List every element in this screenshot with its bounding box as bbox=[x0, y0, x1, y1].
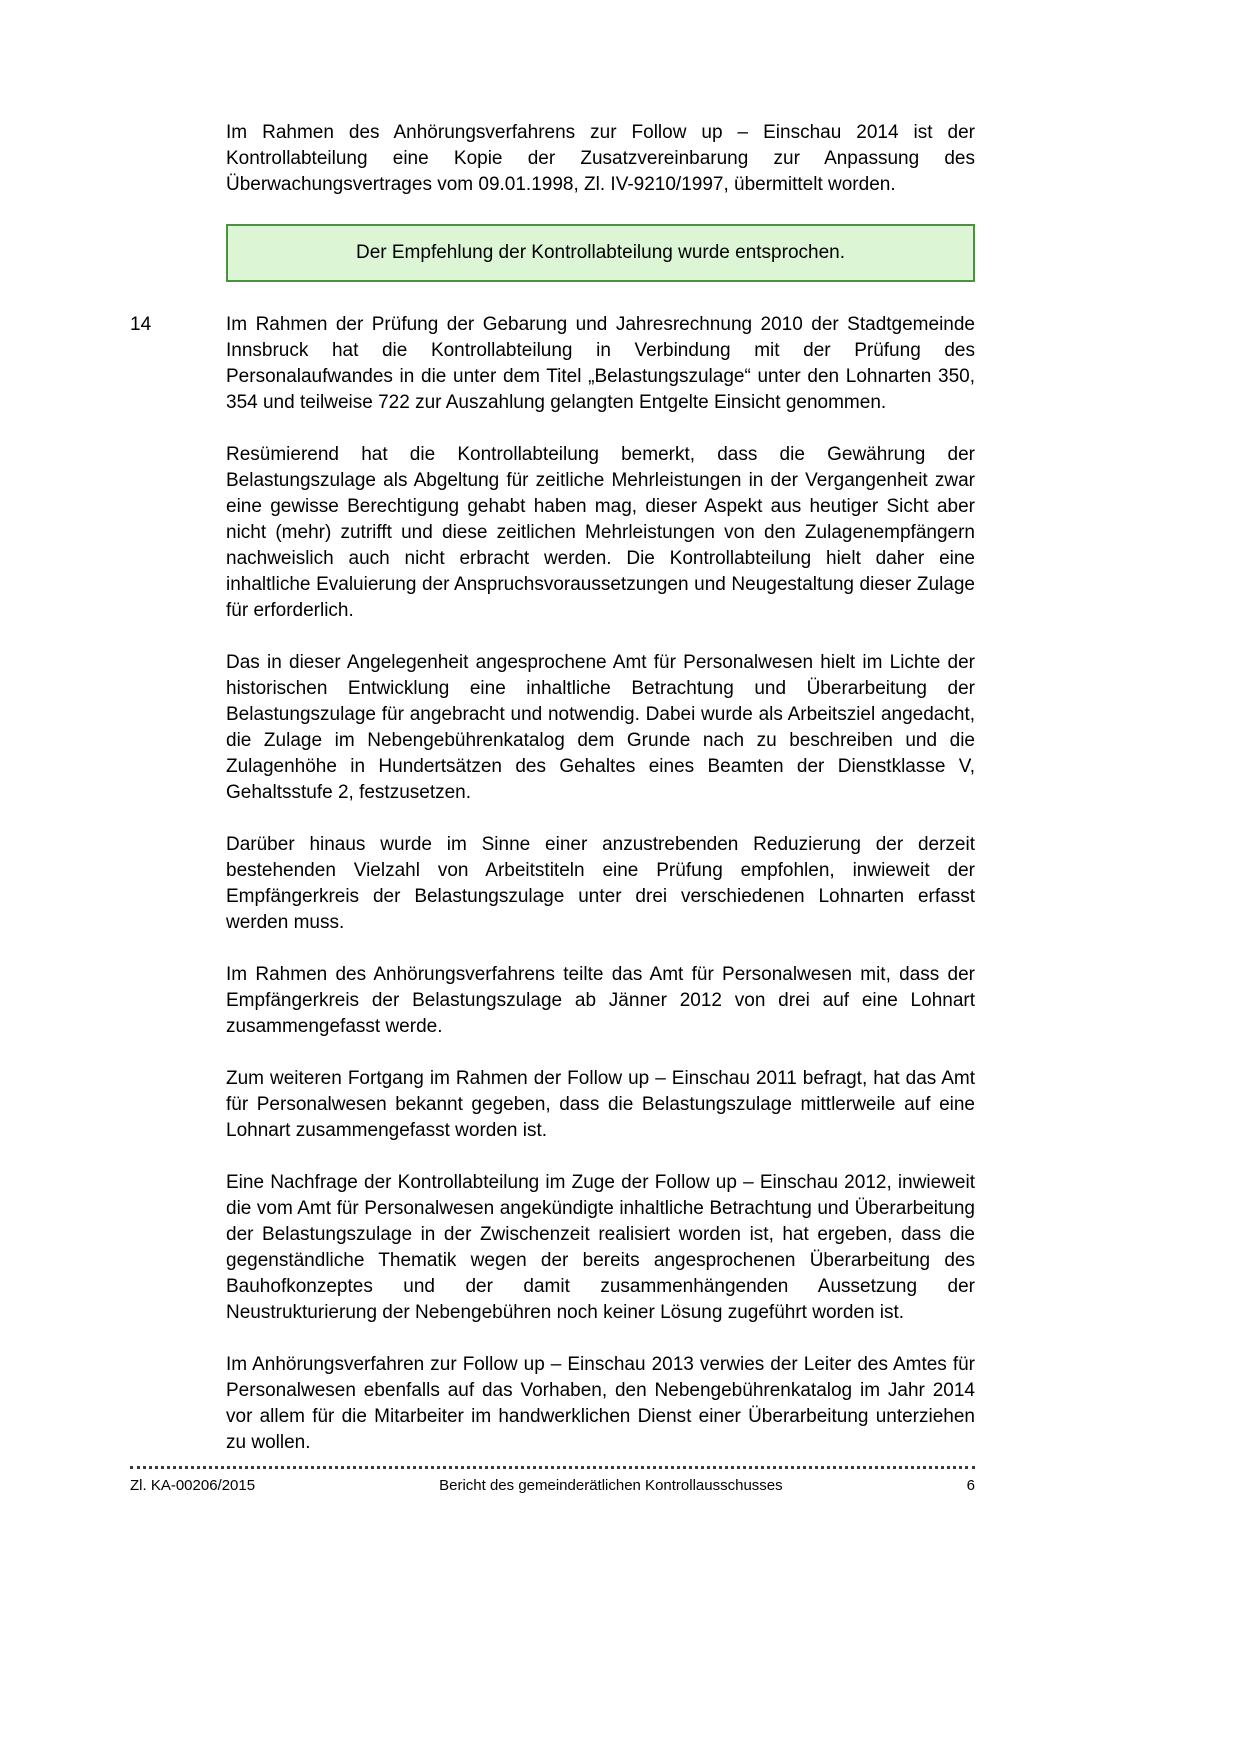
footer-dotted-rule bbox=[130, 1466, 975, 1469]
intro-paragraph: Im Rahmen des Anhörungsverfahrens zur Follow up – Einschau 2014 ist der Kontrollabteilung eine Kopie der Zusatzvereinbarung zur Anpassung des Überwachungsvertrages vom 09.01.1998, Zl. IV-9210/1997, übermittelt worden. bbox=[226, 122, 975, 195]
paragraph: Im Rahmen der Prüfung der Gebarung und Jahresrechnung 2010 der Stadtgemeinde Innsbruck hat die Kontrollabteilung in Verbindung mit der Prüfung des Personalaufwandes in die unter dem Titel „Belastungszulage“ unter den Lohnarten 350, 354 und teilweise 722 zur Auszahlung gelangten Entgelte Einsicht genommen. bbox=[226, 314, 975, 413]
footer-page-number: 6 bbox=[966, 1477, 975, 1494]
recommendation-box bbox=[226, 224, 975, 282]
paragraph: Im Rahmen des Anhörungsverfahrens teilte das Amt für Personalwesen mit, dass der Empfängerkreis der Belastungszulage ab Jänner 2012 von drei auf eine Lohnart zusammengefasst werde. bbox=[226, 964, 975, 1037]
recommendation-box-text: Der Empfehlung der Kontrollabteilung wurde entsprochen. bbox=[355, 242, 846, 263]
paragraph: Resümierend hat die Kontrollabteilung bemerkt, dass die Gewährung der Belastungszulage als Abgeltung für zeitliche Mehrleistungen in der Vergangenheit zwar eine gewisse Berechtigung gehabt haben mag, dieser Aspekt aus heutiger Sicht aber nicht (mehr) zutrifft und diese zeitlichen Mehrleistungen von den Zulagenempfängern nachweislich auch nicht erbracht werden. Die Kontrollabteilung hielt daher eine inhaltliche Evaluierung der Anspruchsvoraussetzungen und Neugestaltung dieser Zulage für erforderlich. bbox=[226, 444, 975, 621]
item-14-row bbox=[130, 312, 975, 442]
paragraph: Zum weiteren Fortgang im Rahmen der Follow up – Einschau 2011 befragt, hat das Amt für Personalwesen bekannt gegeben, dass die Belastungszulage mittlerweile auf eine Lohnart zusammengefasst worden ist. bbox=[226, 1068, 975, 1141]
page-footer bbox=[130, 1466, 975, 1496]
paragraph: Das in dieser Angelegenheit angesprochene Amt für Personalwesen hielt im Lichte der historischen Entwicklung eine inhaltliche Betrachtung und Überarbeitung der Belastungszulage für angebracht und notwendig. Dabei wurde als Arbeitsziel angedacht, die Zulage im Nebengebührenkatalog dem Grunde nach zu beschreiben und die Zulagenhöhe in Hundertsätzen des Gehaltes eines Beamten der Dienstklasse V, Gehaltsstufe 2, festzusetzen. bbox=[226, 652, 975, 803]
paragraph: Im Anhörungsverfahren zur Follow up – Einschau 2013 verwies der Leiter des Amtes für Personalwesen ebenfalls auf das Vorhaben, den Nebengebührenkatalog im Jahr 2014 vor allem für die Mitarbeiter im handwerklichen Dienst einer Überarbeitung unterziehen zu wollen. bbox=[226, 1354, 975, 1453]
item-number: 14 bbox=[130, 314, 152, 335]
footer-title: Bericht des gemeinderätlichen Kontrollausschusses bbox=[439, 1477, 783, 1494]
paragraph: Darüber hinaus wurde im Sinne einer anzustrebenden Reduzierung der derzeit bestehenden Vielzahl von Arbeitstiteln eine Prüfung empfohlen, inwieweit der Empfängerkreis der Belastungszulage unter drei verschiedenen Lohnarten erfasst werden muss. bbox=[226, 834, 975, 933]
page-content bbox=[130, 120, 975, 1482]
footer-reference: Zl. KA-00206/2015 bbox=[130, 1477, 256, 1494]
paragraph: Eine Nachfrage der Kontrollabteilung im Zuge der Follow up – Einschau 2012, inwieweit die vom Amt für Personalwesen angekündigte inhaltliche Betrachtung und Überarbeitung der Belastungszulage in der Zwischenzeit realisiert worden ist, hat ergeben, dass die gegenständliche Thematik wegen der bereits angesprochenen Überarbeitung des Bauhofkonzeptes und der damit zusammenhängenden Aussetzung der Neustrukturierung der Nebengebühren noch keiner Lösung zugeführt worden ist. bbox=[226, 1172, 975, 1323]
footer-row bbox=[130, 1476, 975, 1496]
